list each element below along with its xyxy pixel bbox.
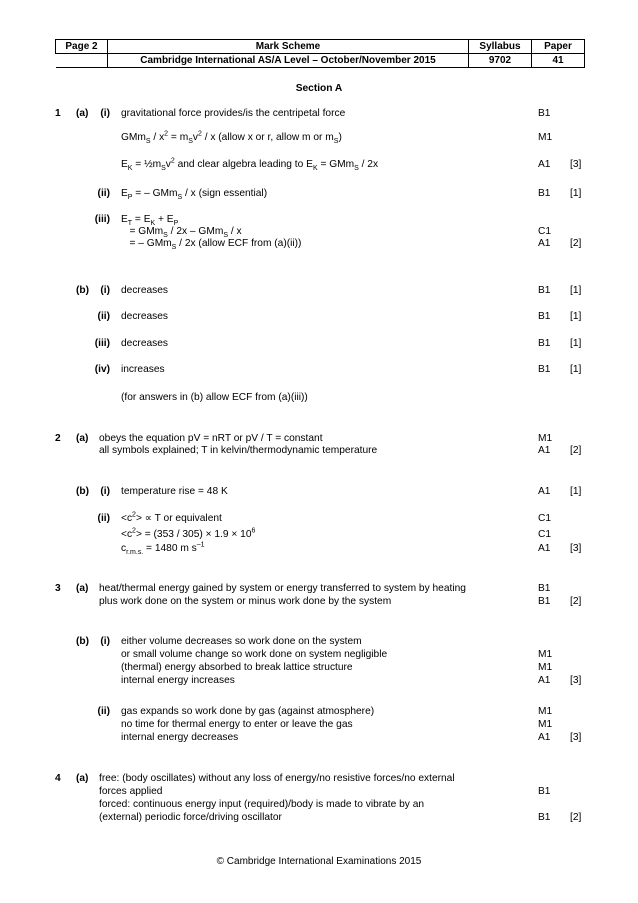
- mark-total: [3]: [570, 159, 582, 170]
- answer-text: temperature rise = 48 K: [121, 486, 228, 497]
- answer-text: increases: [121, 364, 165, 375]
- part-label: (b): [76, 636, 90, 647]
- subpart-label: (iv): [94, 364, 110, 375]
- paper-number: 41: [532, 54, 585, 68]
- answer-text: $<c^2> = (353 / 305) \times 1.9 \times 10^6$: [121, 527, 256, 540]
- mark-code: C1: [538, 529, 552, 540]
- mark-code: A1: [538, 159, 551, 170]
- mark-code: A1: [538, 732, 551, 743]
- answer-text: = – GMm$_S$ / 2x (allow ECF from (a)(ii)): [121, 238, 302, 252]
- question-number: 4: [55, 773, 61, 784]
- answer-text: internal energy decreases: [121, 732, 239, 743]
- part-label: (a): [76, 583, 89, 594]
- section-title: Section A: [295, 83, 343, 94]
- mark-scheme-label: Mark Scheme: [108, 40, 469, 54]
- answer-text: internal energy increases: [121, 675, 235, 686]
- answer-text: $GMm_S / x^2 = m_Sv^2 / x$ (allow x or r, allow m or $m_S$): [121, 130, 342, 146]
- mark-code: B1: [538, 285, 551, 296]
- answer-text: decreases: [121, 338, 169, 349]
- subpart-label: (iii): [94, 338, 110, 349]
- part-label: (b): [76, 486, 90, 497]
- answer-text: obeys the equation pV = nRT or pV / T = constant: [99, 433, 323, 444]
- subpart-label: (i): [100, 285, 110, 296]
- answer-text: gas expands so work done by gas (against atmosphere): [121, 706, 375, 717]
- syllabus-code: 9702: [469, 54, 532, 68]
- mark-code: C1: [538, 226, 552, 237]
- subpart-label: (i): [100, 486, 110, 497]
- mark-total: [2]: [570, 812, 582, 823]
- mark-code: A1: [538, 486, 551, 497]
- header-blank-cell: [56, 54, 108, 68]
- mark-code: B1: [538, 338, 551, 349]
- question-number: 2: [55, 433, 61, 444]
- mark-code: M1: [538, 132, 553, 143]
- mark-code: B1: [538, 364, 551, 375]
- answer-text: (thermal) energy absorbed to break lattice structure: [121, 662, 353, 673]
- answer-text: gravitational force provides/is the centripetal force: [121, 108, 346, 119]
- subpart-label: (i): [100, 108, 110, 119]
- subpart-label: (ii): [97, 513, 110, 524]
- mark-code: M1: [538, 433, 553, 444]
- question-number: 1: [55, 108, 61, 119]
- answer-text: or small volume change so work done on system negligible: [121, 649, 388, 660]
- answer-text: decreases: [121, 285, 169, 296]
- mark-total: [1]: [570, 364, 582, 375]
- part-label: (a): [76, 433, 89, 444]
- question-number: 3: [55, 583, 61, 594]
- mark-total: [1]: [570, 311, 582, 322]
- mark-code: A1: [538, 543, 551, 554]
- mark-total: [1]: [570, 285, 582, 296]
- exam-title: Cambridge International AS/A Level – October/November 2015: [108, 54, 469, 68]
- page-number: Page 2: [56, 40, 108, 54]
- syllabus-label: Syllabus: [469, 40, 532, 54]
- subpart-label: (iii): [94, 214, 110, 225]
- subpart-label: (ii): [97, 706, 110, 717]
- subpart-label: (ii): [97, 311, 110, 322]
- mark-code: M1: [538, 719, 553, 730]
- answer-text: $E_T = E_K + E_P$: [121, 214, 179, 228]
- answer-text: all symbols explained; T in kelvin/thermodynamic temperature: [99, 445, 378, 456]
- answer-text: (external) periodic force/driving oscillator: [99, 812, 282, 823]
- answer-text: $<c^2> \propto T$ or equivalent: [121, 511, 222, 524]
- mark-code: M1: [538, 706, 553, 717]
- footer-copyright: © Cambridge International Examinations 2015: [216, 856, 422, 867]
- mark-code: B1: [538, 786, 551, 797]
- answer-text: = GMm$_S$ / 2x – GMm$_S$ / x: [121, 226, 242, 240]
- answer-text: decreases: [121, 311, 169, 322]
- mark-total: [2]: [570, 596, 582, 607]
- mark-code: A1: [538, 445, 551, 456]
- mark-code: A1: [538, 675, 551, 686]
- mark-total: [1]: [570, 188, 582, 199]
- answer-text: forced: continuous energy input (required)/body is made to vibrate by an: [99, 799, 425, 810]
- header-table: [55, 39, 585, 68]
- answer-text: no time for thermal energy to enter or leave the gas: [121, 719, 353, 730]
- answer-text: heat/thermal energy gained by system or energy transferred to system by heating: [99, 583, 466, 594]
- part-label: (b): [76, 285, 90, 296]
- mark-code: B1: [538, 188, 551, 199]
- paper-label: Paper: [532, 40, 585, 54]
- answer-text: $E_P$ = – GMm$_S$ / x (sign essential): [121, 188, 268, 202]
- answer-text: $E_K$ = $\frac{1}{2}m_Sv^2$ and clear algebra leading to $E_K = GMm_S / 2x$: [121, 157, 379, 173]
- mark-total: [2]: [570, 238, 582, 249]
- part-label: (a): [76, 773, 89, 784]
- part-label: (a): [76, 108, 89, 119]
- mark-code: M1: [538, 649, 553, 660]
- mark-code: B1: [538, 311, 551, 322]
- answer-text: $c_{r.m.s.} = 1480$ m $s^{-1}$: [121, 541, 205, 557]
- mark-total: [2]: [570, 445, 582, 456]
- mark-total: [3]: [570, 732, 582, 743]
- mark-total: [3]: [570, 675, 582, 686]
- answer-text: forces applied: [99, 786, 163, 797]
- answer-text: either volume decreases so work done on the system: [121, 636, 362, 647]
- subpart-label: (i): [100, 636, 110, 647]
- answer-text: plus work done on the system or minus work done by the system: [99, 596, 392, 607]
- mark-code: A1: [538, 238, 551, 249]
- mark-total: [1]: [570, 486, 582, 497]
- mark-code: B1: [538, 583, 551, 594]
- mark-code: B1: [538, 812, 551, 823]
- subpart-label: (ii): [97, 188, 110, 199]
- answer-text: (for answers in (b) allow ECF from (a)(iii)): [121, 392, 308, 403]
- mark-code: C1: [538, 513, 552, 524]
- mark-code: B1: [538, 108, 551, 119]
- mark-code: M1: [538, 662, 553, 673]
- mark-total: [3]: [570, 543, 582, 554]
- mark-total: [1]: [570, 338, 582, 349]
- mark-code: B1: [538, 596, 551, 607]
- answer-text: free: (body oscillates) without any loss of energy/no resistive forces/no external: [99, 773, 455, 784]
